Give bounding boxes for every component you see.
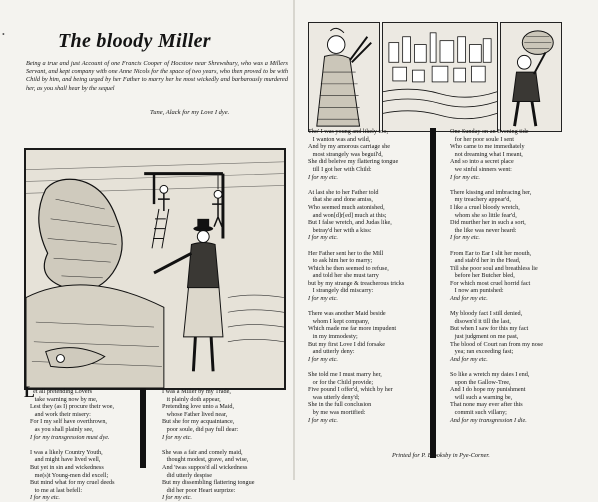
verse-line: But yet in sin and wickedness	[30, 463, 104, 471]
verse-line: Tho' I was young and likely too,	[308, 128, 388, 135]
refrain-line: I for my etc.	[162, 433, 192, 441]
verse-line: and might have lived well,	[30, 456, 101, 464]
verse-line	[450, 181, 543, 189]
refrain-line: I for my etc.	[308, 295, 338, 303]
verse-line: to me at last befell:	[30, 486, 83, 494]
woodcut-sack-carrier	[500, 22, 562, 132]
verse-line: and told her she must tarry	[308, 272, 379, 280]
verse-line: She did beleive my flattering tongue	[308, 158, 399, 166]
verse-line: I was a Miller by my Trade,	[162, 388, 231, 395]
verse-line: me(s)t Young-men did excell;	[30, 471, 109, 479]
column-divider-1	[140, 388, 146, 468]
verse-line	[450, 242, 543, 250]
verse-line: Who came to me immediately	[450, 143, 525, 151]
verse-line	[162, 441, 254, 449]
verse-line: There kissing and imbracing her,	[450, 188, 532, 196]
verse-line: She was a fair and comely maid,	[162, 448, 243, 456]
verse-line: did utterly despise	[162, 471, 213, 479]
verse-line: I now am punished:	[450, 287, 504, 295]
refrain-line: I for my etc.	[308, 173, 338, 181]
verse-line: till I got her with Child:	[308, 165, 372, 173]
verse-line: most strangely was beguil'd,	[308, 150, 383, 158]
verse-line: But my first Love I did forsake	[308, 340, 385, 348]
verse-line: yea; ran exceeding fast;	[450, 348, 514, 356]
verse-line: just judgment on me past,	[450, 333, 519, 341]
verse-line: was utterly deny'd;	[308, 393, 360, 401]
verse-line: And by my amorous carriage she	[308, 143, 390, 151]
printer-imprint: Printed for P. Brooksby in Pye-Corner.	[392, 452, 490, 459]
verse-line: my treachery appear'd,	[450, 196, 511, 204]
verse-line: it plainly doth appear,	[162, 395, 221, 403]
refrain-line: I for my etc.	[30, 494, 60, 502]
woodcut-town-view	[382, 22, 498, 132]
verse-line: et all pretending Lovers	[30, 388, 93, 395]
verse-line: for her poor soule I sent	[450, 135, 514, 143]
verse-line: before her Butcher bled,	[450, 272, 515, 280]
verse-line: I strangely did miscarry:	[308, 287, 374, 295]
verse-line: take warning now by me,	[30, 395, 98, 403]
verse-line: And I do hope my punishment	[450, 386, 526, 394]
verse-line: or for the Child provide;	[308, 378, 374, 386]
verse-line: And 'twas suppos'd all wickedness	[162, 463, 248, 471]
verse-line: But mind what for my cruel deeds	[30, 479, 115, 487]
verse-line	[308, 303, 404, 311]
refrain-line: And for my etc.	[450, 295, 488, 303]
verse-line: disown'd it till the last,	[450, 317, 511, 325]
column-divider-2	[430, 128, 436, 458]
verse-line: betray'd her with a kiss:	[308, 226, 372, 234]
verse-line: not dreaming what I meant,	[450, 150, 523, 158]
verse-line: I like a cruel bloody wretch,	[450, 203, 520, 211]
stanza-column-1	[30, 388, 115, 502]
verse-line: One Sunday on an Evening tide	[450, 128, 529, 135]
refrain-line: I for my etc.	[308, 355, 338, 363]
verse-line: For which most cruel horrid fact	[450, 279, 531, 287]
verse-line: we sinful sinners went:	[450, 165, 512, 173]
refrain-line: I for my etc.	[450, 234, 480, 242]
verse-line: to ask him her to marry;	[308, 257, 373, 265]
verse-line: From Ear to Ear I slit her mouth,	[450, 249, 532, 257]
stanza-column-4	[450, 128, 543, 424]
verse-line: whose Father lived near,	[162, 410, 228, 418]
verse-line: and stab'd her in the Head,	[450, 257, 521, 265]
verse-line: For I my self have overthrown,	[30, 418, 107, 426]
verse-line: There was another Maid beside	[308, 310, 386, 318]
verse-line	[450, 303, 543, 311]
verse-line	[30, 441, 115, 449]
verse-line: by me was mortified:	[308, 408, 366, 416]
verse-line: that she and done amiss,	[308, 196, 373, 204]
verse-line: Five pound I offer'd, which by her	[308, 386, 393, 394]
verse-line: whom she so little fear'd,	[450, 211, 517, 219]
verse-line: And so into a secret place	[450, 158, 514, 166]
verse-line: At last she to her Father told	[308, 188, 379, 196]
verse-line: as you shall plainly see,	[30, 425, 94, 433]
verse-line: did her poor Heart surprize:	[162, 486, 236, 494]
verse-line: I wanton was and wild,	[308, 135, 371, 143]
refrain-line: I for my transgression must dye.	[30, 433, 110, 441]
dropcap-letter: L	[24, 384, 35, 401]
stanza-column-2	[162, 388, 254, 502]
verse-line	[308, 363, 404, 371]
verse-line: I was a likely Country Youth,	[30, 448, 103, 456]
woodcut-praying-woman	[308, 22, 380, 132]
verse-line: She told me I must marry her,	[308, 371, 382, 378]
verse-line: will such a warning be,	[450, 393, 513, 401]
verse-line	[308, 242, 404, 250]
verse-line: poor soule, did pay full dear:	[162, 425, 239, 433]
verse-line: and won[d]r[ed] much at this;	[308, 211, 387, 219]
verse-line: Her Father sent her to the Mill	[308, 249, 384, 257]
verse-line	[450, 363, 543, 371]
verse-line: But I false wretch, and Judas like,	[308, 219, 392, 227]
stanza-column-3	[308, 128, 404, 424]
verse-line: But she for my acquaintance,	[162, 418, 235, 426]
verse-line: The blood of Court ran from my nose	[450, 340, 543, 348]
verse-line: Which he then seemed to refuse,	[308, 264, 389, 272]
woodcut-gallows-scene	[24, 148, 286, 390]
verse-line: Which made me far more impudent	[308, 325, 397, 333]
ballad-title: The bloody Miller	[58, 30, 211, 52]
verse-line: Till she poor soul and breathless lie	[450, 264, 538, 272]
verse-line: But when I saw for this my fact	[450, 325, 529, 333]
verse-line: That none may ever after this	[450, 401, 523, 409]
verse-line: But my dissembling flattering tongue	[162, 479, 255, 487]
refrain-line: I for my etc.	[450, 173, 480, 181]
margin-mark: •	[2, 30, 5, 39]
verse-line: Did murther her in such a sort,	[450, 219, 526, 227]
verse-line: commit such villany;	[450, 408, 507, 416]
verse-line: So like a wretch my daies I end,	[450, 371, 530, 378]
verse-line: Lest they (as I) procure their woe,	[30, 403, 115, 411]
verse-line: whom I kept company,	[308, 317, 370, 325]
verse-line: but by my strange & treacherous tricks	[308, 279, 405, 287]
refrain-line: I for my etc.	[162, 494, 192, 502]
refrain-line: I for my etc.	[308, 416, 338, 424]
verse-line: My bloody fact I still denied,	[450, 310, 523, 318]
verse-line: Pretending love unto a Maid,	[162, 403, 235, 411]
verse-line: She in the full conclusion	[308, 401, 372, 409]
verse-line: the like was never heard:	[450, 226, 517, 234]
verse-line: upon the Gallow-Tree,	[450, 378, 511, 386]
refrain-line: And for my transgression I die.	[450, 416, 527, 424]
verse-line: and work their misery:	[30, 410, 91, 418]
refrain-line: I for my etc.	[308, 234, 338, 242]
refrain-line: And for my etc.	[450, 355, 488, 363]
verse-line: Who seemed much astonished,	[308, 203, 385, 211]
verse-line	[308, 181, 404, 189]
verse-line: thought modest, grave, and wise,	[162, 456, 249, 464]
ballad-subtitle: Being a true and just Account of one Francis Cooper of Hocstow near Shrewsbury, who was a Millers Servant, and kept company with one Anne Nicols for the space of two years, who then proved to be with Child by him, and being urged by her Father to marry her he most wickedly and barbarously murdered her, as you shall hear by the sequel	[26, 60, 288, 92]
page-fold	[293, 0, 295, 480]
verse-line: and utterly deny:	[308, 348, 355, 356]
verse-line: in my immodesty;	[308, 333, 358, 341]
tune-line: Tune, Alack for my Love I dye.	[150, 109, 230, 116]
